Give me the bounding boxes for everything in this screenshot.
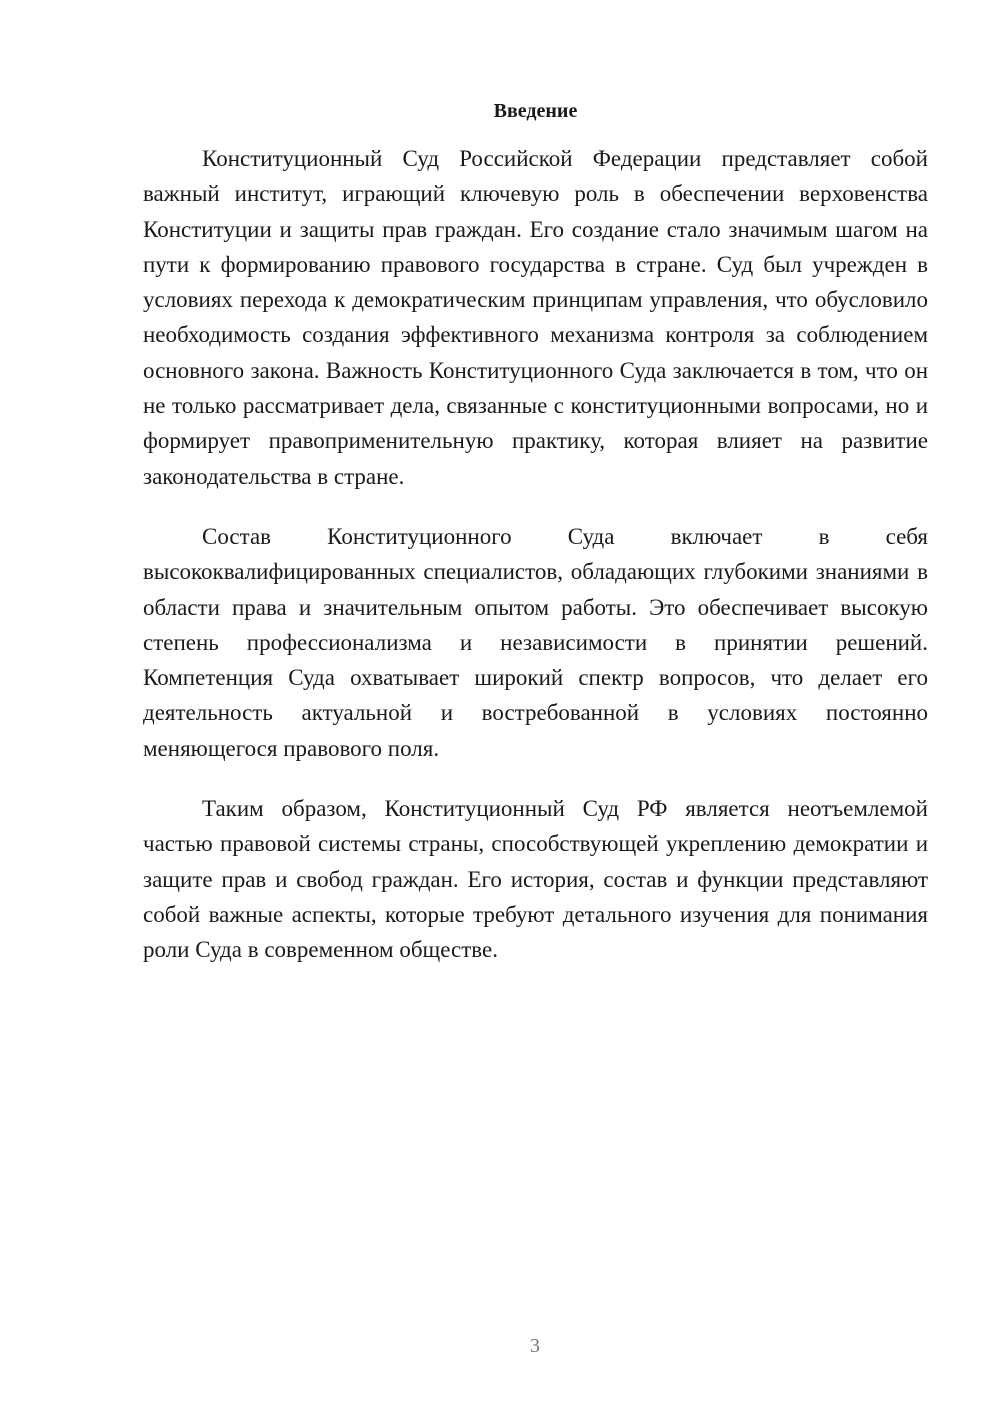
page-number: 3: [530, 1335, 540, 1357]
section-heading: Введение: [493, 100, 578, 122]
body-text: [143, 141, 928, 993]
paragraph-1: Конституционный Суд Российской Федерации представляет собой важный институт, играющий ключевую роль в обеспечении верховенства Конституции и защиты прав граждан. Его создание стало значимым шагом на пути к формированию правового государства в стране. Суд был учрежден в условиях перехода к демократическим принципам управления, что обусловило необходимость создания эффективного механизма контроля за соблюдением основного закона. Важность Конституционного Суда заключается в том, что он не только рассматривает дела, связанные с конституционными вопросами, но и формирует правоприменительную практику, которая влияет на развитие законодательства в стране.: [143, 146, 928, 489]
paragraph-3: Таким образом, Конституционный Суд РФ является неотъемлемой частью правовой системы страны, способствующей укреплению демократии и защите прав и свобод граждан. Его история, состав и функции представляют собой важные аспекты, которые требуют детального изучения для понимания роли Суда в современном обществе.: [143, 796, 928, 963]
paragraph-2: Состав Конституционного Суда включает в себя высококвалифицированных специалистов, обладающих глубокими знаниями в области права и значительным опытом работы. Это обеспечивает высокую степень профессионализма и независимости в принятии решений. Компетенция Суда охватывает широкий спектр вопросов, что делает его деятельность актуальной и востребованной в условиях постоянно меняющегося правового поля.: [143, 523, 928, 761]
